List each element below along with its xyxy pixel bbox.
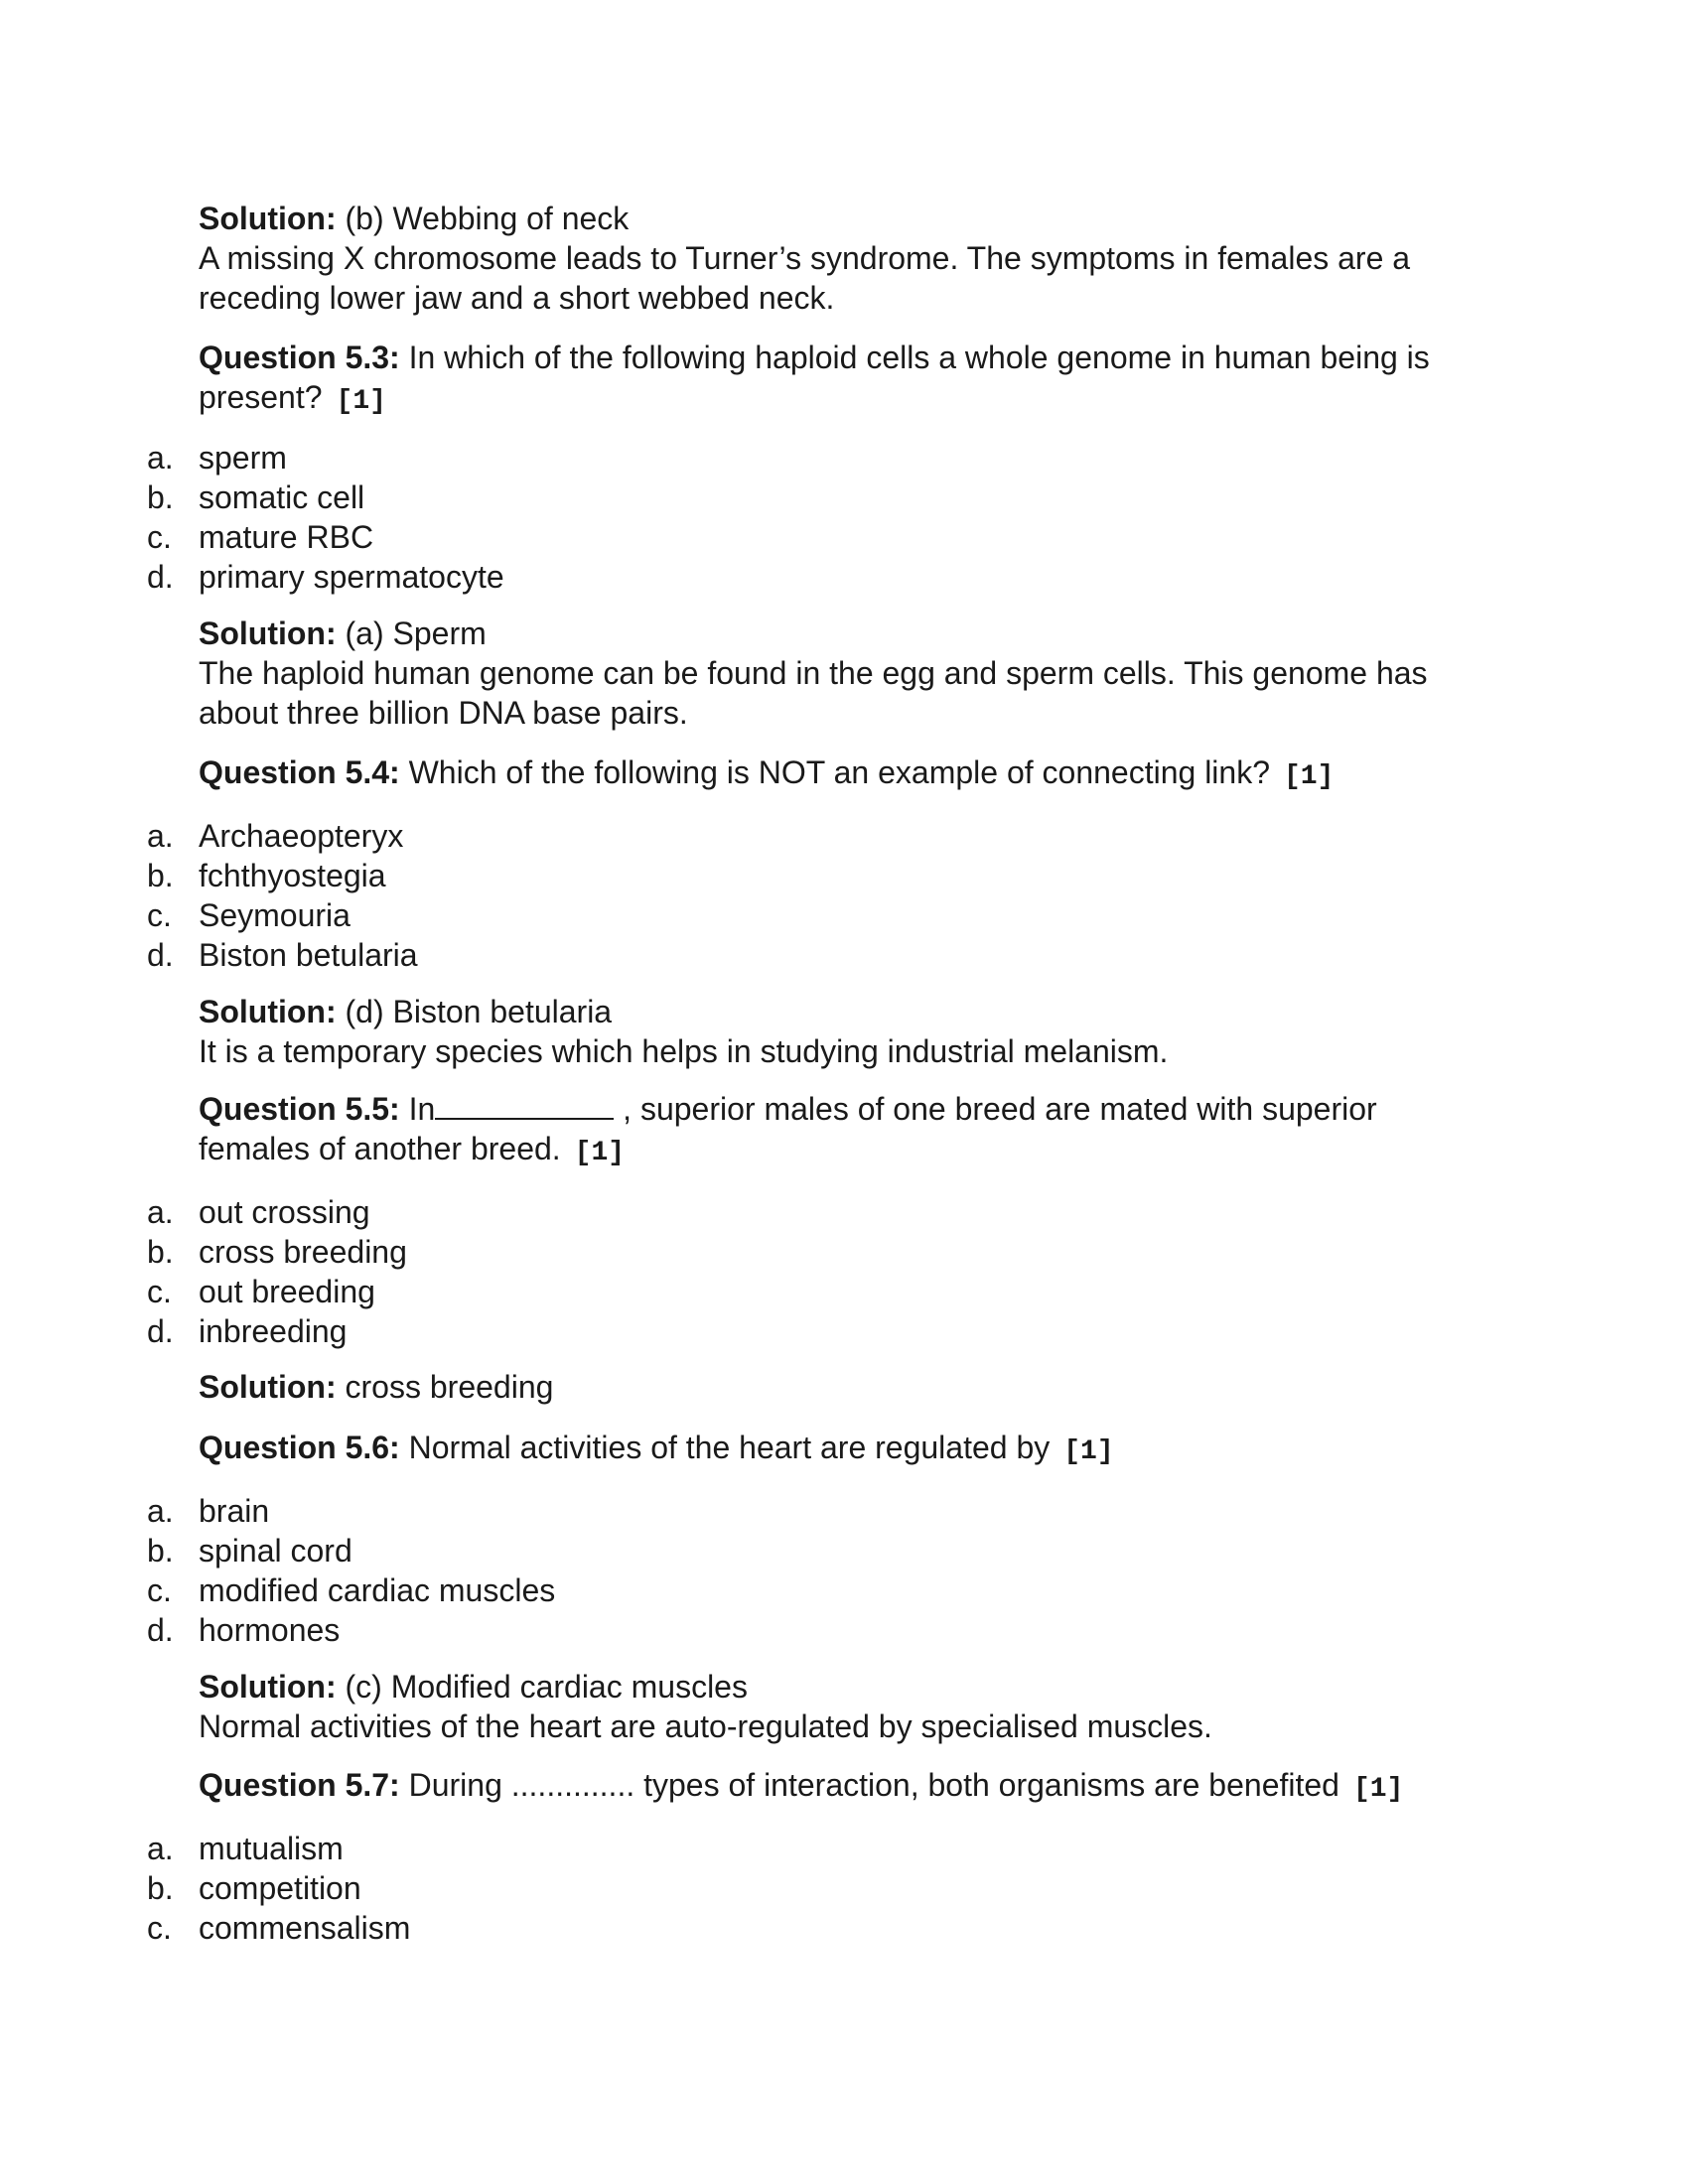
option-item [147, 1531, 555, 1570]
question-label: Question 5.4: [199, 754, 400, 790]
option-text: sperm [199, 440, 287, 476]
option-letter: c. [147, 1910, 172, 1946]
option-letter: b. [147, 858, 174, 893]
option-item [147, 1491, 555, 1531]
question-label: Question 5.5: [199, 1091, 400, 1127]
solution-answer: (b) Webbing of neck [345, 201, 630, 236]
solution-label: Solution: [199, 201, 337, 236]
options-5-4 [147, 816, 418, 975]
option-letter: d. [147, 1612, 174, 1648]
question-text-after: , superior males of one breed are mated with superior females of another breed. [199, 1091, 1377, 1166]
option-letter: a. [147, 1831, 174, 1866]
options-5-3 [147, 438, 504, 597]
option-letter: d. [147, 559, 174, 595]
solution-label: Solution: [199, 1669, 337, 1705]
option-item [147, 438, 504, 478]
solution-5-5 [199, 1367, 1489, 1407]
option-letter: d. [147, 937, 174, 973]
solution-answer: cross breeding [345, 1369, 554, 1405]
option-text: brain [199, 1493, 270, 1529]
option-item [147, 1192, 407, 1232]
solution-5-3 [199, 614, 1489, 733]
option-text: Seymouria [199, 897, 351, 933]
option-letter: c. [147, 1274, 172, 1309]
question-label: Question 5.3: [199, 340, 400, 375]
marks-badge: [1] [336, 386, 386, 417]
option-letter: c. [147, 519, 172, 555]
option-letter: b. [147, 479, 174, 515]
question-label: Question 5.7: [199, 1767, 400, 1803]
solution-label: Solution: [199, 994, 337, 1029]
marks-badge: [1] [1352, 1774, 1404, 1805]
solution-5-4 [199, 992, 1489, 1071]
question-5-5 [199, 1089, 1489, 1173]
option-letter: d. [147, 1313, 174, 1349]
question-text: Normal activities of the heart are regulated by [408, 1430, 1051, 1465]
option-text: spinal cord [199, 1533, 352, 1569]
option-text: out breeding [199, 1274, 375, 1309]
solution-answer: (c) Modified cardiac muscles [345, 1669, 748, 1705]
question-5-6 [199, 1428, 1489, 1472]
solution-answer: (a) Sperm [345, 615, 487, 651]
option-item [147, 1868, 410, 1908]
question-label: Question 5.6: [199, 1430, 400, 1465]
option-text: cross breeding [199, 1234, 407, 1270]
option-letter: a. [147, 440, 174, 476]
option-text: mutualism [199, 1831, 344, 1866]
solution-answer: (d) Biston betularia [345, 994, 613, 1029]
question-5-3 [199, 338, 1489, 422]
option-text: hormones [199, 1612, 341, 1648]
option-item [147, 1232, 407, 1272]
option-item [147, 816, 418, 856]
option-item [147, 1610, 555, 1650]
option-item [147, 1311, 407, 1351]
question-text: Which of the following is NOT an example of connecting link? [408, 754, 1270, 790]
option-text: primary spermatocyte [199, 559, 504, 595]
fill-in-blank [435, 1090, 614, 1120]
option-letter: c. [147, 897, 172, 933]
solution-explanation: Normal activities of the heart are auto-regulated by specialised muscles. [199, 1708, 1212, 1744]
solution-explanation: It is a temporary species which helps in studying industrial melanism. [199, 1033, 1169, 1069]
option-text: modified cardiac muscles [199, 1572, 556, 1608]
option-item [147, 935, 418, 975]
option-letter: a. [147, 1493, 174, 1529]
marks-badge: [1] [1063, 1436, 1114, 1467]
option-item [147, 1829, 410, 1868]
solution-5-6 [199, 1667, 1489, 1746]
option-letter: b. [147, 1234, 174, 1270]
question-5-4 [199, 752, 1489, 797]
option-text: Biston betularia [199, 937, 418, 973]
solution-label: Solution: [199, 1369, 337, 1405]
question-text: In which of the following haploid cells a whole genome in human being is present? [199, 340, 1430, 415]
option-letter: b. [147, 1870, 174, 1906]
option-text: inbreeding [199, 1313, 348, 1349]
option-item [147, 1570, 555, 1610]
option-letter: a. [147, 818, 174, 854]
option-letter: b. [147, 1533, 174, 1569]
option-item [147, 478, 504, 517]
solution-5-2 [199, 199, 1489, 318]
option-text: somatic cell [199, 479, 365, 515]
solution-label: Solution: [199, 615, 337, 651]
question-text-before: In [408, 1091, 436, 1127]
question-5-7 [199, 1765, 1489, 1810]
option-text: competition [199, 1870, 361, 1906]
option-text: Archaeopteryx [199, 818, 404, 854]
solution-explanation: The haploid human genome can be found in the egg and sperm cells. This genome has about three billion DNA base pairs. [199, 655, 1428, 731]
option-letter: c. [147, 1572, 172, 1608]
option-text: commensalism [199, 1910, 411, 1946]
options-5-6 [147, 1491, 555, 1650]
option-item [147, 517, 504, 557]
options-5-7 [147, 1829, 410, 1948]
option-item [147, 557, 504, 597]
option-item [147, 1272, 407, 1311]
marks-badge: [1] [1284, 761, 1335, 792]
option-item [147, 1908, 410, 1948]
option-text: fchthyostegia [199, 858, 386, 893]
question-text: During .............. types of interaction, both organisms are benefited [408, 1767, 1339, 1803]
solution-explanation: A missing X chromosome leads to Turner’s syndrome. The symptoms in females are a receding lower jaw and a short webbed neck. [199, 240, 1411, 316]
options-5-5 [147, 1192, 407, 1351]
option-item [147, 856, 418, 895]
marks-badge: [1] [574, 1138, 626, 1168]
option-text: mature RBC [199, 519, 374, 555]
option-letter: a. [147, 1194, 174, 1230]
option-text: out crossing [199, 1194, 370, 1230]
option-item [147, 895, 418, 935]
